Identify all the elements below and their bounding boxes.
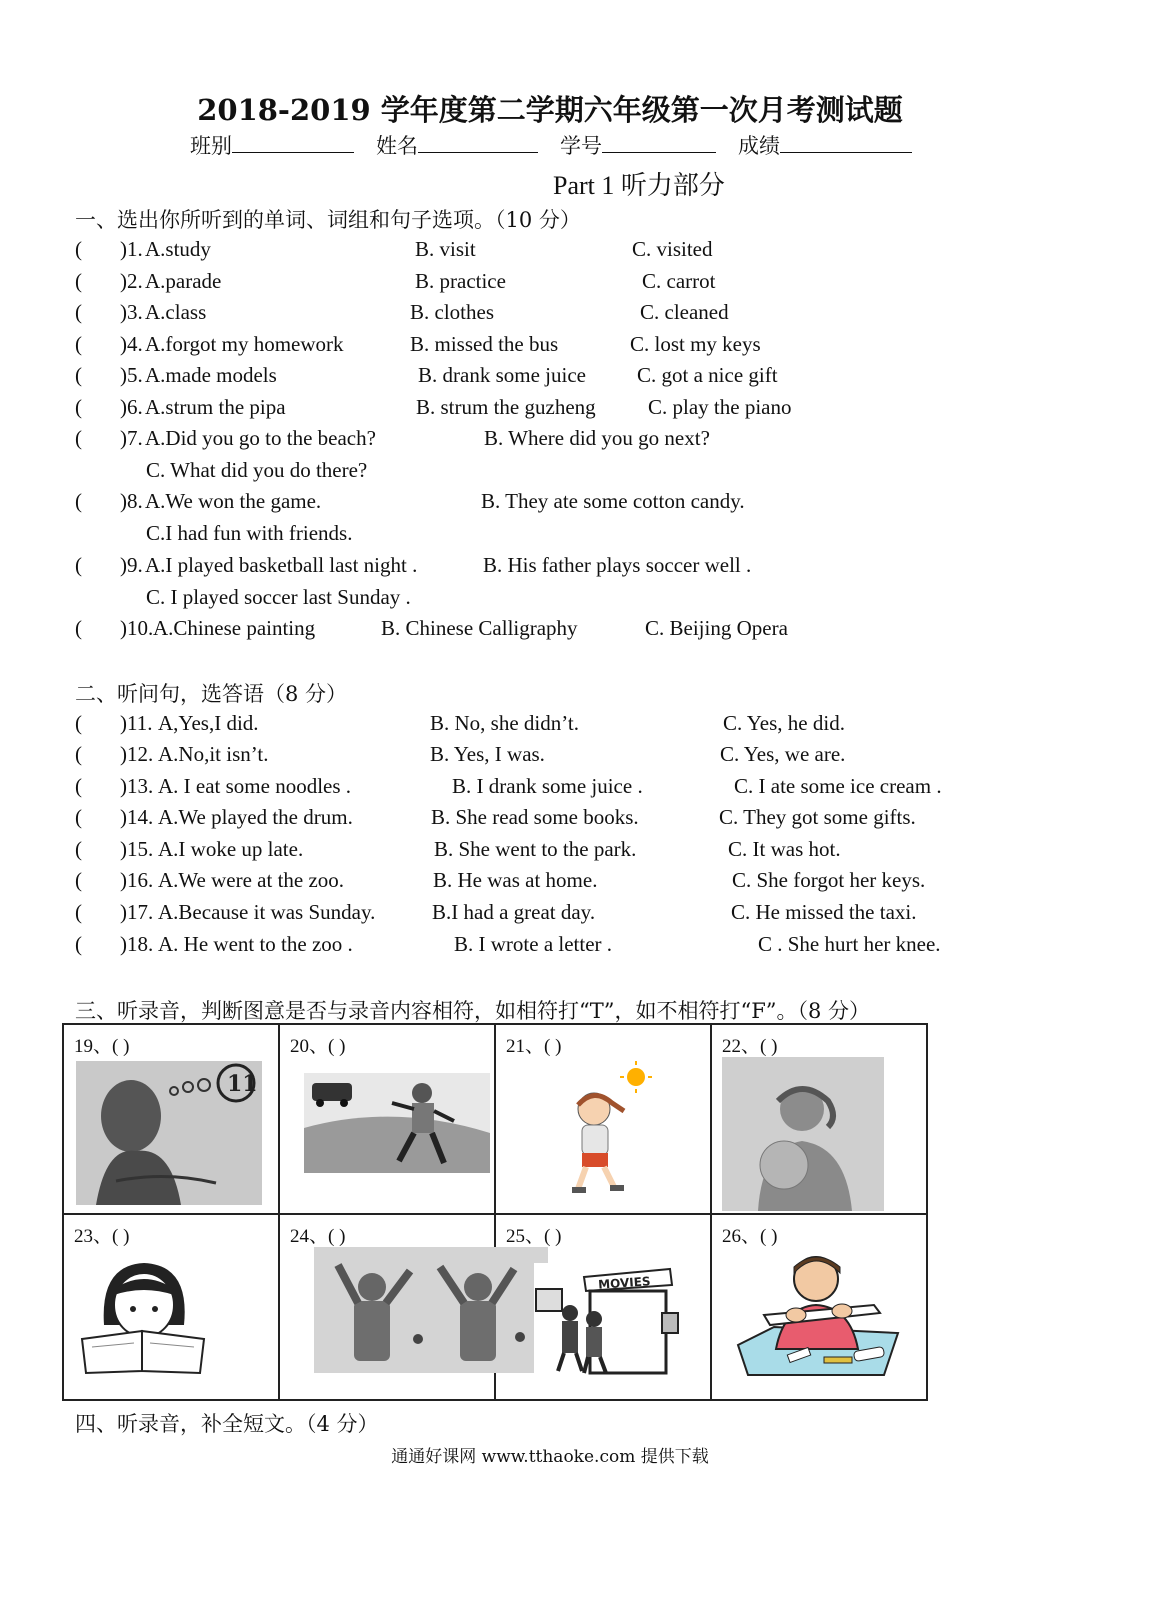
question-3	[0, 300, 1100, 328]
question-number: )14.	[120, 805, 154, 829]
footer-source: 通通好课网 www.tthaoke.com 提供下载	[391, 1447, 709, 1467]
option-c: C. play the piano	[648, 395, 792, 419]
question-8-option-c: C.I had fun with friends.	[146, 521, 353, 545]
option-b: B. practice	[415, 269, 506, 293]
question-number: )17.	[120, 900, 154, 924]
answer-paren[interactable]: (	[75, 837, 82, 861]
girl-reading-icon	[78, 1255, 212, 1375]
question-1	[0, 237, 1100, 265]
answer-paren[interactable]: 24、( )	[290, 1226, 346, 1247]
question-4	[0, 332, 1100, 360]
section-1-heading: 一、选出你所听到的单词、词组和句子选项。（10 分）	[75, 208, 581, 232]
option-a: A.Chinese painting	[153, 616, 316, 640]
option-a: A. He went to the zoo .	[158, 932, 353, 956]
answer-paren[interactable]: (	[75, 711, 82, 735]
answer-paren[interactable]: (	[75, 332, 82, 356]
option-a: A.Because it was Sunday.	[158, 900, 376, 924]
option-c: C. Yes, he did.	[723, 711, 845, 735]
option-b: B. Chinese Calligraphy	[381, 616, 578, 640]
question-6	[0, 395, 1100, 423]
option-a: A.class	[145, 300, 207, 324]
picture-cell-20	[279, 1024, 495, 1214]
answer-paren[interactable]: (	[75, 805, 82, 829]
option-c: C. Beijing Opera	[645, 616, 788, 640]
picture-cell-23	[63, 1214, 279, 1400]
woman-holding-pet-icon	[722, 1057, 884, 1211]
question-number: )1.	[120, 237, 143, 261]
boy-chasing-bus-icon	[304, 1073, 490, 1173]
question-number: )11.	[120, 711, 153, 735]
option-a: A.parade	[145, 269, 222, 293]
girl-running-sun-icon	[554, 1061, 664, 1201]
question-13	[0, 774, 1100, 802]
info-class: 班别	[190, 130, 354, 160]
option-c: C. It was hot.	[728, 837, 841, 861]
option-a: A.made models	[145, 363, 277, 387]
option-a: A.We were at the zoo.	[158, 868, 345, 892]
question-10	[0, 616, 1100, 644]
answer-paren[interactable]: (	[75, 489, 82, 513]
question-17	[0, 900, 1100, 928]
question-15	[0, 837, 1100, 865]
answer-paren[interactable]: (	[75, 269, 82, 293]
question-number: )13.	[120, 774, 154, 798]
info-name: 姓名	[376, 130, 538, 160]
children-at-movies-icon	[534, 1263, 686, 1375]
option-c: C. lost my keys	[630, 332, 761, 356]
option-a: A.No,it isn’t.	[158, 742, 269, 766]
option-c: C . She hurt her knee.	[758, 932, 941, 956]
option-c: C. visited	[632, 237, 713, 261]
picture-cell-19	[63, 1024, 279, 1214]
answer-paren[interactable]: (	[75, 395, 82, 419]
class-blank[interactable]	[232, 134, 354, 153]
option-a: A.Did you go to the beach?	[145, 426, 376, 450]
score-blank[interactable]	[780, 134, 912, 153]
option-b: B. drank some juice	[418, 363, 586, 387]
option-b: B.I had a great day.	[432, 900, 596, 924]
option-a: A,Yes,I did.	[158, 711, 259, 735]
option-a: A.I woke up late.	[158, 837, 304, 861]
option-b: B. He was at home.	[433, 868, 598, 892]
question-number: )7.	[120, 426, 143, 450]
question-12	[0, 742, 1100, 770]
question-9	[0, 553, 1100, 581]
option-c: C. Yes, we are.	[720, 742, 846, 766]
question-number: )16.	[120, 868, 154, 892]
option-b: B. clothes	[410, 300, 494, 324]
answer-paren[interactable]: (	[75, 900, 82, 924]
question-16	[0, 868, 1100, 896]
option-a: A.We won the game.	[145, 489, 322, 513]
question-number: )8.	[120, 489, 143, 513]
answer-paren[interactable]: (	[75, 932, 82, 956]
answer-paren[interactable]: 21、( )	[506, 1036, 562, 1057]
svg-text:11: 11	[227, 1071, 258, 1097]
option-b: B. His father plays soccer well .	[483, 553, 752, 577]
question-number: )3.	[120, 300, 143, 324]
question-14	[0, 805, 1100, 833]
question-9-option-c: C. I played soccer last Sunday .	[146, 585, 411, 609]
option-a: A.We played the drum.	[158, 805, 353, 829]
option-a: A.strum the pipa	[145, 395, 286, 419]
option-c: C. They got some gifts.	[719, 805, 916, 829]
picture-cell-25	[495, 1214, 711, 1400]
answer-paren[interactable]: 19、( )	[74, 1036, 130, 1057]
question-number: )2.	[120, 269, 143, 293]
info-number: 学号	[560, 130, 716, 160]
option-b: B. I drank some juice .	[452, 774, 643, 798]
page-title: 2018-2019 学年度第二学期六年级第一次月考测试题	[197, 93, 903, 127]
option-b: B. No, she didn’t.	[430, 711, 579, 735]
answer-paren[interactable]: (	[75, 237, 82, 261]
part-title: Part 1 听力部分	[553, 171, 725, 200]
option-a: A.study	[145, 237, 211, 261]
picture-cell-24	[279, 1214, 495, 1400]
answer-paren[interactable]: 20、( )	[290, 1036, 346, 1057]
option-c: C. I ate some ice cream .	[734, 774, 942, 798]
info-score: 成绩	[738, 130, 912, 160]
answer-paren[interactable]: (	[75, 363, 82, 387]
option-b: B. She read some books.	[431, 805, 639, 829]
answer-paren[interactable]: (	[75, 553, 82, 577]
section-3-heading: 三、听录音，判断图意是否与录音内容相符，如相符打“T”，如不相符打“F”。（8 分）	[75, 999, 871, 1023]
question-7-option-c: C. What did you do there?	[146, 458, 368, 482]
question-number: )6.	[120, 395, 143, 419]
question-number: )4.	[120, 332, 143, 356]
girl-thinking-icon	[76, 1061, 262, 1205]
answer-paren[interactable]: 25、( )	[506, 1226, 562, 1247]
option-b: B. She went to the park.	[434, 837, 637, 861]
option-c: C. She forgot her keys.	[732, 868, 926, 892]
option-b: B. I wrote a letter .	[454, 932, 613, 956]
answer-paren[interactable]: 23、( )	[74, 1226, 130, 1247]
question-number: )9.	[120, 553, 143, 577]
name-blank[interactable]	[418, 134, 538, 153]
option-b: B. missed the bus	[410, 332, 559, 356]
option-b: B. Where did you go next?	[484, 426, 710, 450]
question-7	[0, 426, 1100, 454]
option-c: C. He missed the taxi.	[731, 900, 917, 924]
question-18	[0, 932, 1100, 960]
number-blank[interactable]	[602, 134, 716, 153]
movies-sign: MOVIES	[597, 1274, 651, 1292]
answer-paren[interactable]: (	[75, 300, 82, 324]
option-c: C. got a nice gift	[637, 363, 778, 387]
question-number: )5.	[120, 363, 143, 387]
question-number: )18.	[120, 932, 154, 956]
section-4-heading: 四、听录音，补全短文。（4 分）	[75, 1412, 379, 1436]
question-8	[0, 489, 1100, 517]
question-5	[0, 363, 1100, 391]
option-a: A.I played basketball last night .	[145, 553, 418, 577]
option-c: C. carrot	[642, 269, 716, 293]
question-number: )12.	[120, 742, 154, 766]
answer-paren[interactable]: (	[75, 616, 82, 640]
answer-paren[interactable]: (	[75, 426, 82, 450]
answer-paren[interactable]: (	[75, 774, 82, 798]
section-2-heading: 二、听问句，选答语（8 分）	[75, 682, 348, 706]
answer-paren[interactable]: 26、( )	[722, 1226, 778, 1247]
option-a: A.forgot my homework	[145, 332, 344, 356]
option-b: B. They ate some cotton candy.	[481, 489, 745, 513]
boy-making-model-icon	[734, 1249, 902, 1377]
option-b: B. Yes, I was.	[430, 742, 545, 766]
answer-paren[interactable]: (	[75, 868, 82, 892]
question-number: )10.	[120, 616, 154, 640]
answer-paren[interactable]: 22、( )	[722, 1036, 778, 1057]
question-2	[0, 269, 1100, 297]
option-c: C. cleaned	[640, 300, 729, 324]
option-b: B. visit	[415, 237, 476, 261]
answer-paren[interactable]: (	[75, 742, 82, 766]
question-number: )15.	[120, 837, 154, 861]
picture-cell-21	[495, 1024, 711, 1214]
picture-cell-22	[711, 1024, 927, 1214]
student-info-row	[190, 130, 912, 160]
option-a: A. I eat some noodles .	[158, 774, 352, 798]
question-11	[0, 711, 1100, 739]
picture-cell-26	[711, 1214, 927, 1400]
option-b: B. strum the guzheng	[416, 395, 596, 419]
picture-grid	[62, 1023, 928, 1401]
